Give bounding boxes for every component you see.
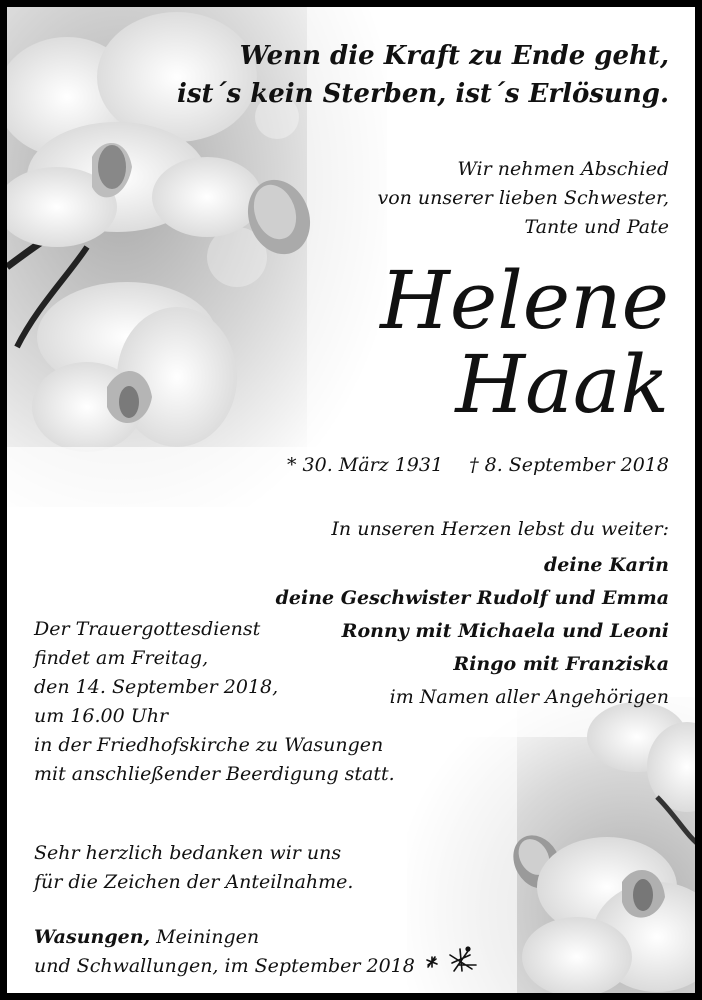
farewell-line-3: Tante und Pate bbox=[524, 216, 669, 238]
thanks-line-1: Sehr herzlich bedanken wir uns bbox=[34, 842, 342, 864]
motto-verse bbox=[177, 37, 669, 113]
town-wasungen: Wasungen, bbox=[34, 926, 151, 948]
farewell-line-2: von unserer lieben Schwester, bbox=[377, 187, 669, 209]
last-name: Haak bbox=[455, 338, 669, 431]
death-date: † 8. September 2018 bbox=[469, 454, 669, 476]
deceased-name bbox=[380, 254, 669, 431]
funeral-service-info bbox=[34, 615, 395, 789]
place-line-1 bbox=[34, 923, 415, 952]
sparkle-ornament-icon bbox=[422, 945, 478, 977]
birth-date: * 30. März 1931 bbox=[287, 454, 444, 476]
thanks-text bbox=[34, 839, 353, 897]
service-line-2: findet am Freitag, bbox=[34, 647, 209, 669]
mourner-ringo: Ringo mit Franziska bbox=[453, 653, 669, 675]
motto-line-2: ist´s kein Sterben, ist´s Erlösung. bbox=[177, 79, 669, 109]
mourner-all-relatives: im Namen aller Angehörigen bbox=[389, 686, 669, 708]
motto-line-1: Wenn die Kraft zu Ende geht, bbox=[239, 41, 669, 71]
service-line-1: Der Trauergottesdienst bbox=[34, 618, 261, 640]
farewell-line-1: Wir nehmen Abschied bbox=[457, 158, 669, 180]
service-line-6: mit anschließender Beerdigung statt. bbox=[34, 763, 395, 785]
remembrance-line: In unseren Herzen lebst du weiter: bbox=[331, 518, 669, 540]
town-meiningen: Meiningen bbox=[150, 926, 260, 948]
mourner-siblings: deine Geschwister Rudolf und Emma bbox=[275, 587, 669, 609]
farewell-text bbox=[377, 155, 669, 242]
thanks-line-2: für die Zeichen der Anteilnahme. bbox=[34, 871, 354, 893]
mourner-karin: deine Karin bbox=[544, 554, 669, 576]
service-line-5: in der Friedhofskirche zu Wasungen bbox=[34, 734, 384, 756]
life-dates bbox=[287, 451, 669, 479]
place-and-date bbox=[34, 923, 415, 981]
service-line-3: den 14. September 2018, bbox=[34, 676, 279, 698]
first-name: Helene bbox=[380, 254, 669, 347]
service-line-4: um 16.00 Uhr bbox=[34, 705, 169, 727]
place-line-2: und Schwallungen, im September 2018 bbox=[34, 955, 415, 977]
mourner-ronny: Ronny mit Michaela und Leoni bbox=[341, 620, 669, 642]
